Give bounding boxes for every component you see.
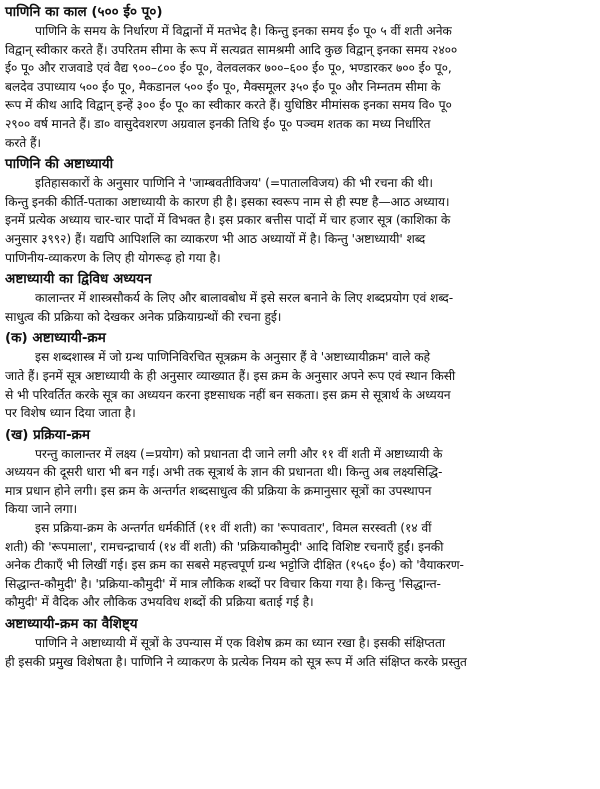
text-line: ही इसकी प्रमुख विशेषता है। पाणिनि ने व्याकरण के प्रत्येक नियम को सूत्र रूप में अति संक्षिप्त करके प्रस्तुत (5, 654, 467, 669)
paragraph (5, 22, 590, 152)
text-line: इस शब्दशास्त्र में जो ग्रन्थ पाणिनिविरचित सूत्रक्रम के अनुसार हैं वे 'अष्टाध्यायीक्रम' वाले कहे (35, 350, 430, 365)
section-heading: (क) अष्टाध्यायी-क्रम (5, 330, 106, 347)
text-line: पाणिनि ने अष्टाध्यायी में सूत्रों के उपन्यास में एक विशेष क्रम का ध्यान रखा है। इसकी संक्षिप्तता (35, 636, 445, 651)
text-line: परन्तु कालान्तर में लक्ष्य (=प्रयोग) को प्रधानता दी जाने लगी और ११ वीं शती में अष्टाध्यायी के (35, 446, 443, 461)
text-line: किया जाने लगा। (5, 502, 78, 517)
text-line: विद्वान् स्वीकार करते हैं। उपरितम सीमा के रूप में सत्यव्रत सामश्रमी आदि कुछ विद्वान् इनका समय २४०० (5, 42, 458, 57)
text-line: करते हैं। (5, 135, 41, 150)
section-heading: (ख) प्रक्रिया-क्रम (5, 426, 90, 443)
text-line: मात्र प्रधान होने लगी। इस क्रम के अन्तर्गत शब्दसाधुत्व की प्रक्रिया के क्रमानुसार सूत्रों का उपस्थापन (5, 483, 432, 498)
text-line: किन्तु इनकी कीर्ति-पताका अष्टाध्यायी के कारण ही है। इसका स्वरूप नाम से ही स्पष्ट है—आठ अध्याय। (5, 194, 450, 209)
section-prakriya-kram (5, 425, 590, 612)
text-line: २९०० वर्ष मानते हैं। डा० वासुदेवशरण अग्रवाल इनकी तिथि ई० पू० पञ्चम शतक का मध्य निर्धारित (5, 116, 431, 131)
paragraph (5, 634, 590, 671)
text-line: इनमें प्रत्येक अध्याय चार-चार पादों में विभक्त है। इस प्रकार बत्तीस पादों में चार हजार सूत्र (काशिका के (5, 213, 451, 228)
text-line: रूप में कीथ आदि विद्वान् इन्हें ३०० ई० पू० का स्वीकार करते हैं। युधिष्ठिर मीमांसक इनका समय वि० पू० (5, 98, 452, 113)
text-line: पाणिनि के समय के निर्धारण में विद्वानों में मतभेद है। किन्तु इनका समय ई० पू० ५ वीं शती अनेक (35, 24, 452, 38)
section-ashtadhyayi-kram (5, 328, 590, 422)
text-line: ई० पू० और राजवाडे एवं वैद्य ९००–८०० ई० पू०, वेलवलकर ७००–६०० ई० पू०, भण्डारकर ७०० ई० पू०, (5, 61, 452, 76)
section-heading: अष्टाध्यायी का द्विविध अध्ययन (5, 271, 152, 288)
text-line: अध्ययन की दूसरी धारा भी बन गई। अभी तक सूत्रार्थ के ज्ञान की प्रधानता थी। किन्तु अब लक्ष्यसिद्धि- (5, 465, 443, 480)
text-line: अनुसार ३९९२) हैं। यद्यपि आपिशलि का व्याकरण भी आठ अध्यायों में है। किन्तु 'अष्टाध्यायी' शब्द (5, 231, 426, 246)
text-line: इस प्रक्रिया-क्रम के अन्तर्गत धर्मकीर्ति (११ वीं शती) का 'रूपावतार', विमल सरस्वती (१४ वीं (35, 521, 432, 536)
section-heading: अष्टाध्यायी-क्रम का वैशिष्ट्य (5, 616, 138, 633)
text-line: पाणिनीय-व्याकरण के लिए ही योगरूढ़ हो गया है। (5, 250, 221, 265)
section-panini-kaal (5, 2, 590, 152)
paragraph (5, 519, 590, 612)
text-line: शती) की 'रूपमाला', रामचन्द्राचार्य (१४ वीं शती) की 'प्रक्रियाकौमुदी' आदि विशिष्ट रचनाएँ हुईं। इनकी (5, 539, 444, 554)
text-line: इतिहासकारों के अनुसार पाणिनि ने 'जाम्बवतीविजय' (=पातालविजय) की भी रचना की थी। (35, 176, 433, 191)
section-heading: पाणिनि का काल (५०० ई० पू०) (5, 4, 163, 20)
text-line: पर विशेष ध्यान दिया जाता है। (5, 406, 136, 421)
text-line: कौमुदी' में वैदिक और लौकिक उभयविध शब्दों की प्रक्रिया बताई गई है। (5, 595, 314, 610)
paragraph (5, 174, 590, 267)
paragraph (5, 289, 590, 326)
text-line: अनेक टीकाएँ भी लिखीं गई। इस क्रम का सबसे महत्त्वपूर्ण ग्रन्थ भट्टोजि दीक्षित (१५६० ई०) को 'वैयाकरण- (5, 558, 464, 573)
section-dvividh-adhyayan (5, 269, 590, 326)
text-line: सिद्धान्त-कौमुदी' है। 'प्रक्रिया-कौमुदी' में मात्र लौकिक शब्दों पर विचार किया गया है। किन्तु 'सिद्धान्त- (5, 576, 441, 591)
text-line: कालान्तर में शास्त्रसौकर्य के लिए और बालावबोध में इसे सरल बनाने के लिए शब्दप्रयोग एवं शब्द- (35, 291, 454, 306)
section-vaishishtya (5, 614, 590, 671)
section-heading: पाणिनि की अष्टाध्यायी (5, 156, 114, 173)
paragraph (5, 445, 590, 519)
section-ashtadhyayi (5, 154, 590, 267)
text-line: साधुत्व की प्रक्रिया को देखकर अनेक प्रक्रियाग्रन्थों की रचना हुई। (5, 309, 282, 324)
text-line: बलदेव उपाध्याय ५०० ई० पू०, मैकडानल ५०० ई० पू०, मैक्समूलर ३५० ई० पू० और निम्नतम सीमा के (5, 79, 441, 94)
text-line: जाते हैं। इनमें सूत्र अष्टाध्यायी के ही अनुसार व्याख्यात हैं। इस क्रम के अनुसार अपने रूप एवं स्थान किसी (5, 368, 456, 383)
text-line: से भी परिवर्तित करके सूत्र का अध्ययन करना इष्टसाधक नहीं बन सकता। इस क्रम से सूत्रार्थ के अध्ययन (5, 387, 451, 402)
paragraph (5, 348, 590, 422)
